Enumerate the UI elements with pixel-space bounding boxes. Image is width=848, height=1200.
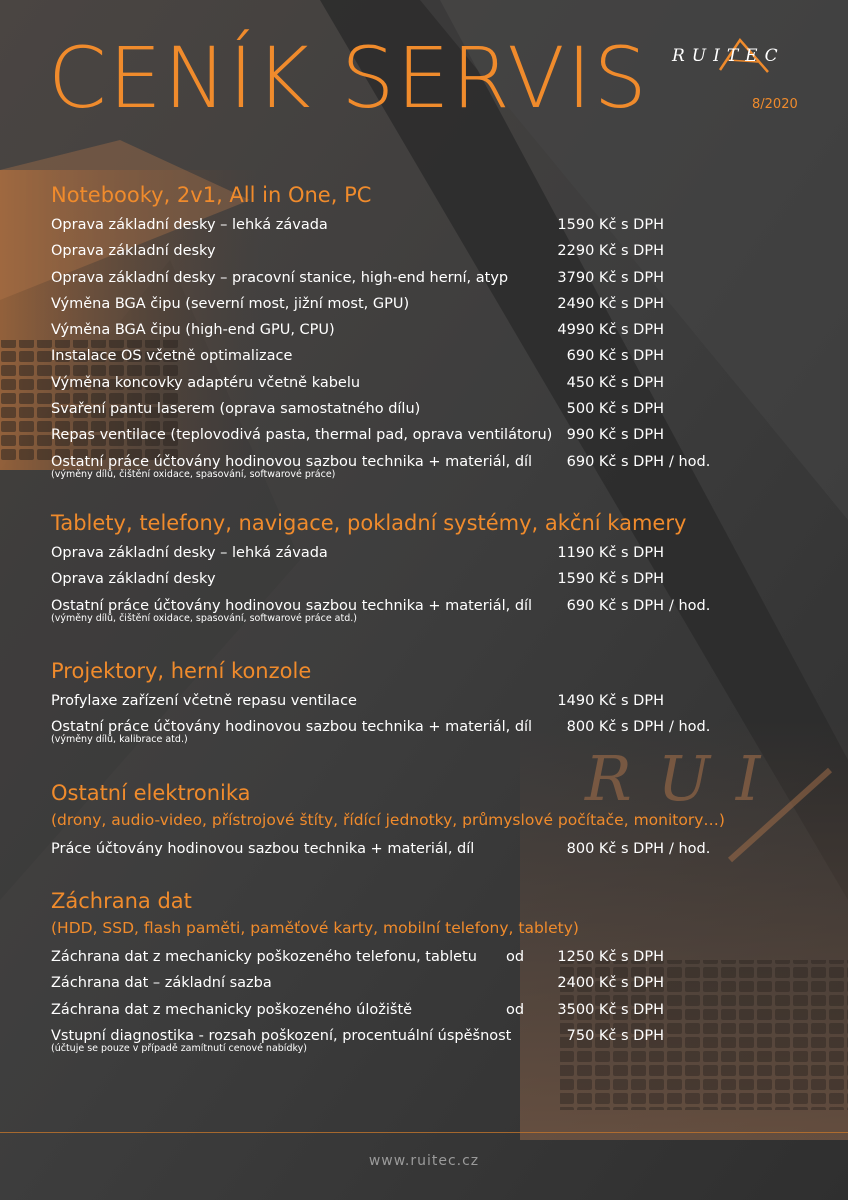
price-row: [51, 370, 831, 396]
price-list-date: 8/2020: [752, 97, 798, 112]
section-title: Projektory, herní konzole: [51, 659, 312, 683]
price-row: [51, 422, 831, 448]
svg-text:RUI: RUI: [585, 742, 787, 815]
section-subtitle: (drony, audio-video, přístrojové štíty, řídící jednotky, průmyslové počítače, monitory…): [51, 811, 725, 829]
section-tablets: [51, 508, 831, 627]
logo-text: RUITEC: [672, 46, 785, 66]
service-price: 3790 Kč s DPH: [557, 269, 664, 286]
website-link[interactable]: www.ruitec.cz: [368, 1153, 480, 1169]
price-unit: / hod.: [669, 841, 711, 857]
service-price: 800 Kč s DPH: [566, 841, 664, 857]
service-price: 1190 Kč s DPH: [557, 545, 664, 561]
service-label: Oprava základní desky – lehká závada: [51, 545, 328, 561]
section-notebooks: [51, 180, 831, 483]
service-price: 1250 Kč s DPH: [557, 949, 664, 965]
service-price: 1490 Kč s DPH: [557, 693, 664, 709]
service-label: Vstupní diagnostika - rozsah poškození, procentuální úspěšnost: [51, 1027, 512, 1044]
service-note: (výměny dílů, čištění oxidace, spasování, softwarové práce atd.): [51, 612, 357, 624]
price-row: [51, 265, 831, 291]
price-row: [51, 396, 831, 422]
price-row: [51, 714, 831, 748]
price-row: [51, 540, 831, 566]
price-row: [51, 944, 831, 970]
service-label: Oprava základní desky – lehká závada: [51, 217, 328, 233]
price-unit: / hod.: [669, 453, 711, 470]
service-label: Oprava základní desky: [51, 243, 216, 260]
service-label: Profylaxe zařízení včetně repasu ventilace: [51, 693, 357, 709]
service-label: Ostatní práce účtovány hodinovou sazbou technika + materiál, díl: [51, 453, 533, 470]
price-row: [51, 836, 831, 862]
service-price: 690 Kč s DPH: [566, 453, 664, 470]
service-label: Instalace OS včetně optimalizace: [51, 348, 293, 365]
price-row: [51, 212, 831, 238]
service-note: (výměny dílů, kalibrace atd.): [51, 734, 188, 746]
section-subtitle: (HDD, SSD, flash paměti, paměťové karty, mobilní telefony, tablety): [51, 919, 579, 937]
service-price: 800 Kč s DPH: [566, 719, 664, 736]
service-label: Záchrana dat z mechanicky poškozeného telefonu, tabletu: [51, 949, 477, 965]
service-label: Oprava základní desky – pracovní stanice, high-end herní, atyp: [51, 269, 509, 286]
service-label: Oprava základní desky: [51, 571, 216, 588]
price-row: [51, 997, 831, 1023]
footer-divider: [0, 1132, 848, 1133]
service-label: Záchrana dat z mechanicky poškozeného úložiště: [51, 1001, 413, 1018]
service-price: 1590 Kč s DPH: [557, 217, 664, 233]
price-row: [51, 688, 831, 714]
price-row: [51, 970, 831, 996]
section-projectors: [51, 656, 831, 748]
price-from-label: od: [506, 1001, 525, 1018]
price-row: [51, 566, 831, 592]
price-row: [51, 1023, 831, 1057]
price-row: [51, 449, 831, 483]
service-price: 4990 Kč s DPH: [557, 322, 664, 339]
price-unit: / hod.: [669, 597, 711, 614]
service-price: 690 Kč s DPH: [566, 348, 664, 365]
price-from-label: od: [506, 949, 525, 965]
service-label: Výměna BGA čipu (severní most, jižní most, GPU): [51, 295, 410, 312]
service-label: Ostatní práce účtovány hodinovou sazbou technika + materiál, díl: [51, 719, 533, 736]
service-price: 450 Kč s DPH: [566, 374, 664, 391]
service-label: Záchrana dat – základní sazba: [51, 975, 272, 992]
ruitec-logo[interactable]: [672, 36, 810, 88]
service-price: 2290 Kč s DPH: [557, 243, 664, 260]
service-price: 990 Kč s DPH: [566, 427, 664, 444]
service-label: Repas ventilace (teplovodivá pasta, thermal pad, oprava ventilátoru): [51, 427, 553, 444]
section-title: Ostatní elektronika: [51, 781, 251, 805]
service-note: (výměny dílů, čištění oxidace, spasování, softwarové práce): [51, 468, 336, 480]
service-price: 2400 Kč s DPH: [557, 975, 664, 992]
service-label: Práce účtovány hodinovou sazbou technika + materiál, díl: [51, 841, 475, 857]
price-row: [51, 238, 831, 264]
service-label: Výměna BGA čipu (high-end GPU, CPU): [51, 322, 335, 339]
service-price: 1590 Kč s DPH: [557, 571, 664, 588]
service-note: (účtuje se pouze v případě zamítnutí cenové nabídky): [51, 1042, 307, 1054]
service-price: 3500 Kč s DPH: [557, 1001, 664, 1018]
section-title: Notebooky, 2v1, All in One, PC: [51, 183, 372, 207]
section-other-electronics: [51, 778, 831, 862]
section-title: Tablety, telefony, navigace, pokladní systémy, akční kamery: [51, 511, 687, 535]
price-row: [51, 593, 831, 627]
service-price: 750 Kč s DPH: [566, 1027, 664, 1044]
service-price: 690 Kč s DPH: [566, 597, 664, 614]
section-data-recovery: [51, 886, 831, 1057]
service-label: Svaření pantu laserem (oprava samostatného dílu): [51, 401, 421, 418]
page-title: CENÍK SERVIS: [48, 29, 649, 127]
price-row: [51, 317, 831, 343]
section-title: Záchrana dat: [51, 889, 192, 913]
service-label: Ostatní práce účtovány hodinovou sazbou technika + materiál, díl: [51, 597, 533, 614]
service-label: Výměna koncovky adaptéru včetně kabelu: [51, 374, 361, 391]
service-price: 500 Kč s DPH: [566, 401, 664, 418]
price-unit: / hod.: [669, 719, 711, 736]
service-price: 2490 Kč s DPH: [557, 295, 664, 312]
price-row: [51, 291, 831, 317]
price-row: [51, 343, 831, 369]
